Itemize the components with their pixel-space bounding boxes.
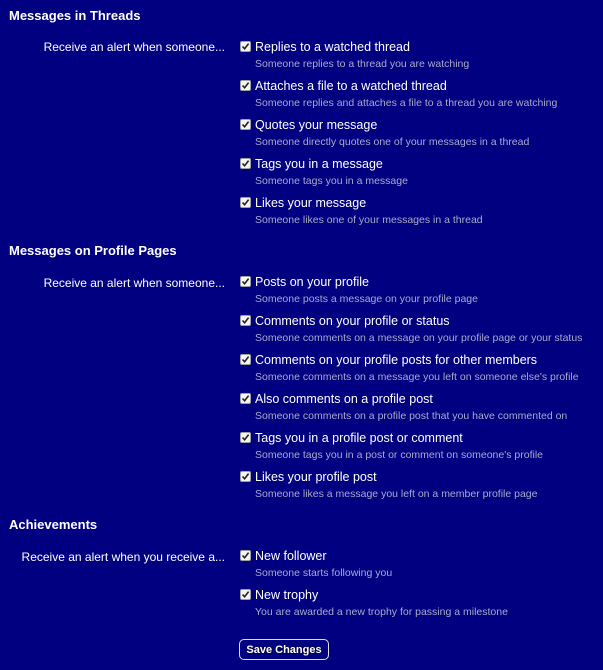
option-description: Someone likes one of your messages in a thread <box>255 214 483 226</box>
option-label[interactable]: Comments on your profile posts for other members <box>255 353 538 367</box>
checkbox-tags-in-message[interactable] <box>240 158 251 169</box>
option-description: Someone likes a message you left on a member profile page <box>255 488 538 500</box>
option-description: Someone comments on a profile post that you have commented on <box>255 410 568 422</box>
option-description: Someone tags you in a post or comment on someone's profile <box>255 449 543 461</box>
option-label[interactable]: Comments on your profile or status <box>255 314 450 328</box>
checkbox-tags-in-profile-post[interactable] <box>240 432 251 443</box>
row-label-threads: Receive an alert when someone... <box>43 40 225 54</box>
option-label[interactable]: Replies to a watched thread <box>255 40 410 54</box>
row-label-achievements: Receive an alert when you receive a... <box>21 550 225 564</box>
option-description: Someone tags you in a message <box>255 175 408 187</box>
checkbox-new-trophy[interactable] <box>240 589 251 600</box>
checkbox-likes-profile-post[interactable] <box>240 471 251 482</box>
section-title-messages-on-profile-pages: Messages on Profile Pages <box>9 243 177 258</box>
section-title-messages-in-threads: Messages in Threads <box>9 8 141 23</box>
option-description: Someone comments on a message you left on someone else's profile <box>255 371 579 383</box>
section-title-achievements: Achievements <box>9 517 98 532</box>
checkbox-attaches-file[interactable] <box>240 80 251 91</box>
checkbox-replies-watched-thread[interactable] <box>240 41 251 52</box>
checkbox-posts-on-profile[interactable] <box>240 276 251 287</box>
checkbox-comments-profile-status[interactable] <box>240 315 251 326</box>
option-description: Someone directly quotes one of your messages in a thread <box>255 136 530 148</box>
option-label[interactable]: Posts on your profile <box>255 275 369 289</box>
option-label[interactable]: Likes your profile post <box>255 470 377 484</box>
option-label[interactable]: Attaches a file to a watched thread <box>255 79 447 93</box>
option-label[interactable]: Tags you in a profile post or comment <box>255 431 463 445</box>
checkbox-new-follower[interactable] <box>240 550 251 561</box>
option-description: Someone starts following you <box>255 567 393 579</box>
option-label[interactable]: New trophy <box>255 588 319 602</box>
option-description: Someone comments on a message on your profile page or your status <box>255 332 583 344</box>
option-label[interactable]: Tags you in a message <box>255 157 383 171</box>
save-changes-button[interactable]: Save Changes <box>239 639 329 660</box>
option-description: Someone posts a message on your profile page <box>255 293 478 305</box>
checkbox-comments-profile-posts[interactable] <box>240 354 251 365</box>
checkbox-quotes-message[interactable] <box>240 119 251 130</box>
option-description: Someone replies to a thread you are watching <box>255 58 470 70</box>
row-label-profile: Receive an alert when someone... <box>43 276 225 290</box>
option-label[interactable]: Likes your message <box>255 196 367 210</box>
option-description: Someone replies and attaches a file to a thread you are watching <box>255 97 558 109</box>
option-description: You are awarded a new trophy for passing a milestone <box>255 606 508 618</box>
option-label[interactable]: Quotes your message <box>255 118 378 132</box>
option-label[interactable]: Also comments on a profile post <box>255 392 433 406</box>
checkbox-also-comments-profile-post[interactable] <box>240 393 251 404</box>
checkbox-likes-message[interactable] <box>240 197 251 208</box>
option-label[interactable]: New follower <box>255 549 327 563</box>
